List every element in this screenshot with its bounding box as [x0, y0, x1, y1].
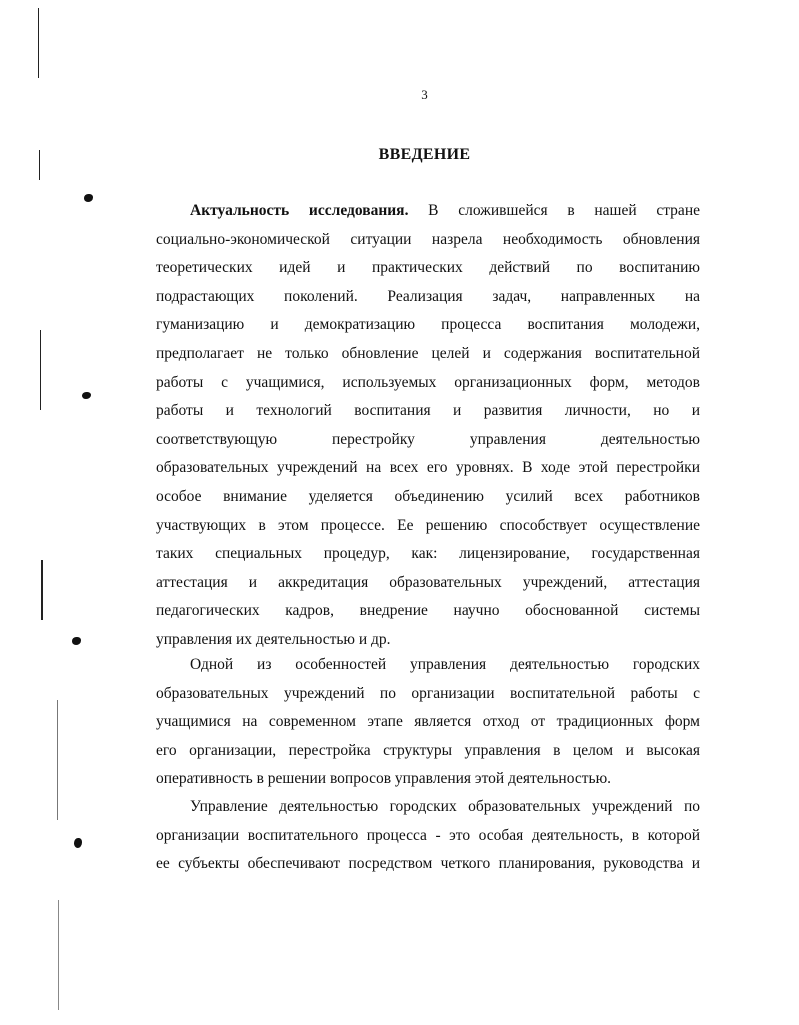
scan-blot [82, 392, 91, 399]
paragraph-line: таких специальных процедур, как: лицензирование, государственная [156, 545, 700, 563]
paragraph-line: учащимися на современном этапе является отход от традиционных форм [156, 713, 700, 731]
paragraph-line: педагогических кадров, внедрение научно обоснованной системы [156, 602, 700, 620]
scan-blot [84, 194, 93, 202]
paragraph-line: теоретических идей и практических действий по воспитанию [156, 259, 700, 277]
paragraph-line: участвующих в этом процессе. Ее решению способствует осуществление [156, 516, 700, 534]
paragraph-lead: Актуальность исследования. [190, 202, 409, 219]
scan-blot [74, 838, 82, 848]
scan-blot [72, 637, 81, 645]
paragraph-line [190, 201, 700, 221]
scan-edge-line [57, 700, 58, 820]
paragraph-line: организации воспитательного процесса - это особая деятельность, в которой [156, 826, 700, 844]
paragraph-line: управления их деятельностью и др. [156, 631, 391, 648]
paragraph-line: его организации, перестройка структуры управления в целом и высокая [156, 741, 700, 759]
paragraph-line: гуманизацию и демократизацию процесса воспитания молодежи, [156, 316, 700, 334]
scan-edge-line [41, 560, 43, 620]
paragraph-line: работы и технологий воспитания и развития личности, но и [156, 402, 700, 420]
page-title: ВВЕДЕНИЕ [378, 146, 471, 163]
paragraph-line: аттестация и аккредитация образовательных учреждений, аттестация [156, 573, 700, 591]
scan-edge-line [38, 8, 39, 78]
paragraph-line: соответствующую перестройку управления деятельностью [156, 430, 700, 448]
paragraph-line: особое внимание уделяется объединению усилий всех работников [156, 488, 700, 505]
paragraph-line: оперативность в решении вопросов управления этой деятельностью. [156, 770, 612, 788]
paragraph-line: образовательных учреждений по организации воспитательной работы с [156, 684, 700, 702]
paragraph-line: подрастающих поколений. Реализация задач, направленных на [156, 287, 700, 305]
page-number: 3 [421, 87, 428, 102]
paragraph-line: ее субъекты обеспечивают посредством четкого планирования, руководства и [156, 855, 700, 873]
paragraph-line: социально-экономической ситуации назрела необходимость обновления [156, 230, 700, 248]
scan-edge-line [58, 900, 59, 1010]
paragraph-line: Одной из особенностей управления деятельностью городских [190, 656, 700, 673]
paragraph-line: Управление деятельностью городских образовательных учреждений по [190, 798, 700, 815]
paragraph-line-rest: В сложившейся в нашей стране [408, 202, 700, 219]
scan-edge-line [40, 330, 41, 410]
paragraph-line: образовательных учреждений на всех его уровнях. В ходе этой перестройки [156, 459, 700, 477]
paragraph-line: предполагает не только обновление целей и содержания воспитательной [156, 345, 700, 362]
paragraph-line: работы с учащимися, используемых организационных форм, методов [156, 373, 700, 391]
